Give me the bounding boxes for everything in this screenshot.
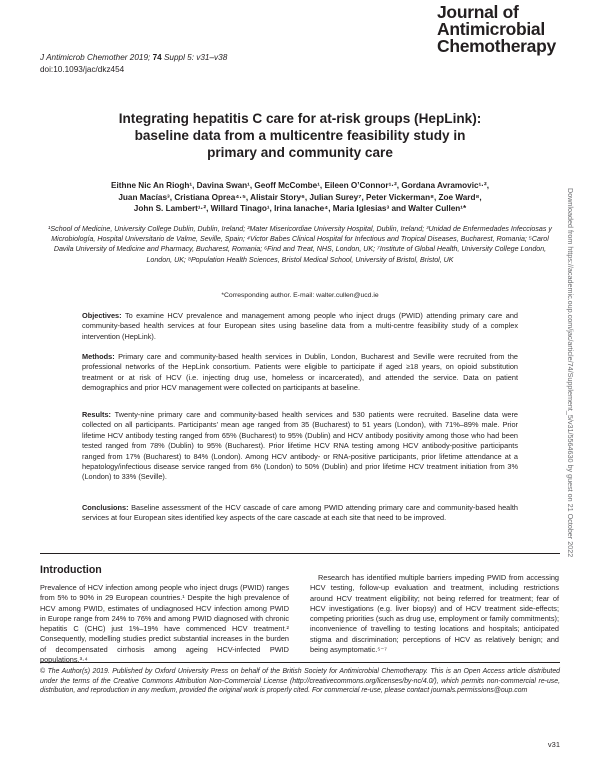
author-line: Juan Macías³, Cristiana Oprea⁴·⁵, Alistair Story⁶, Julian Surey⁷, Peter Vickerman⁸, Zoe Ward⁸,	[118, 192, 482, 202]
section-divider	[40, 553, 560, 554]
citation-pages: Suppl 5: v31–v38	[163, 53, 228, 62]
abstract-results	[82, 410, 518, 483]
affiliations: ¹School of Medicine, University College Dublin, Dublin, Ireland; ²Mater Misericordiae University Hospital, Dublin, Ireland; ³Unidad de Enfermedades Infecciosas y Microbiología, Hospital Universitario de Valme, Seville, Spain; ⁴Victor Babes Clinical Hospital for Infectious and Tropical Diseases, Bucharest, Romania; ⁵Carol Davila University of Medicine and Pharmacy, Bucharest, Romania; ⁶Find and Treat, NHS, London, UK; ⁷Institute of Global Health, University College London, London, UK; ⁸Population Health Sciences, Bristol Medical School, University of Bristol, Bristol, UK	[48, 225, 552, 264]
body-column-right: Research has identified multiple barriers impeding PWID from accessing HCV testing, follow-up evaluation and treatment, including restrictions around HCV treatment eligibility; not being referred for treatment; fear of HCV investigations (e.g. liver biopsy) and of HCV treatment side-effects; competing priorities (such as drug use, employment or family commitments); inconvenience of travelling to testing locations and hospitals; anticipated stigma and discrimination; perceptions of HCV as relatively benign; and being asymptomatic.⁵⁻⁷	[310, 573, 559, 655]
article-title	[60, 110, 540, 161]
copyright-notice: © The Author(s) 2019. Published by Oxford University Press on behalf of the British Society for Antimicrobial Chemotherapy. This is an Open Access article distributed under the terms of the Creative Commons Attribution Non-Commercial License (http://creativecommons.org/licenses/by-nc/4.0/), which permits non-commercial re-use, distribution, and reproduction in any medium, provided the original work is properly cited. For commercial re-use, please contact journals.permissions@oup.com	[40, 668, 560, 695]
section-text: Baseline assessment of the HCV cascade of care among PWID attending primary care and community-based health services at four European sites identified key aspects of the care cascade at each site that need to be improved.	[82, 503, 518, 523]
journal-name-line: Journal of	[437, 2, 519, 22]
corresponding-author: *Corresponding author. E-mail: walter.cullen@ucd.ie	[221, 292, 379, 299]
title-line: baseline data from a multicentre feasibility study in	[134, 128, 466, 143]
section-label: Results:	[82, 410, 111, 419]
title-line: primary and community care	[207, 145, 393, 160]
abstract-methods	[82, 352, 518, 394]
citation-journal: J Antimicrob Chemother	[40, 53, 128, 62]
citation-header	[40, 52, 227, 76]
citation-year: 2019;	[129, 53, 151, 62]
author-line: John S. Lambert¹·², Willard Tinago¹, Irina Ianache⁴, Maria Iglesias³ and Walter Cullen¹*	[133, 204, 467, 213]
citation-volume: 74	[152, 53, 162, 62]
abstract-objectives	[82, 311, 518, 342]
download-watermark: Downloaded from https://academic.oup.com/jac/article/74/Supplement_5/v31/5564630 by guest on 21 October 2022	[566, 188, 575, 558]
section-text: Twenty-nine primary care and community-based health services and 530 patients were recruited. Baseline data were collected on all participants. Participants’ mean age ranged from 35 (Bucharest) to 51 years (London), with 71%–89% male. Prior lifetime HCV antibody testing ranged from 65% (Bucharest) to 95% (Dublin) and HCV antibody positivity among those who had been tested ranged from 78% (Dublin) to 95% (Bucharest). Prior lifetime HCV RNA testing among HCV antibody-positive participants ranged from 17% (Bucharest) to 84% (London). Among HCV antibody- or RNA-positive participants, prior lifetime attendance at a hepatology/infectious disease service ranged from 6% (London) to 50% (Dublin) and prior lifetime HCV treatment initiation from 3% (London) to 33% (Seville).	[82, 410, 518, 482]
abstract-conclusions	[82, 503, 518, 524]
doi-link[interactable]: doi:10.1093/jac/dkz454	[40, 65, 125, 74]
title-line: Integrating hepatitis C care for at-risk groups (HepLink):	[118, 111, 482, 126]
section-label: Objectives:	[82, 311, 122, 320]
journal-name-line: Antimicrobial	[437, 19, 545, 39]
author-line: Eithne Nic An Riogh¹, Davina Swan¹, Geoff McCombe¹, Eileen O’Connor¹·², Gordana Avramovic¹·²,	[110, 181, 490, 190]
footer-divider	[40, 662, 560, 663]
introduction-heading: Introduction	[40, 564, 102, 576]
author-list	[58, 180, 542, 215]
section-text: To examine HCV prevalence and management among people who inject drugs (PWID) attending primary care and community-based health services at four European sites using baseline data from a multi-centre feasibility study of a complex intervention (HepLink).	[82, 311, 518, 341]
journal-name-line: Chemotherapy	[437, 36, 556, 56]
section-text: Primary care and community-based health services in Dublin, London, Bucharest and Seville were recruited from the professional networks of the HepLink consortium. Patients were eligible to participate if aged ≥18 years, on opioid substitution treatment or at risk of HCV (i.e. injecting drug use, homeless or incarcerated), and attended the service. Data on patient demographics and prior HCV management were collected on participants at baseline.	[82, 352, 518, 393]
journal-logo	[437, 4, 597, 55]
page-number: v31	[547, 740, 560, 749]
section-label: Conclusions:	[82, 503, 129, 512]
body-column-left: Prevalence of HCV infection among people who inject drugs (PWID) ranges from 5% to 90% in 29 European countries.¹ Despite the high prevalence of HCV among PWID, estimates of undiagnosed HCV infection among PWID in Europe range from 24% to 76% and among PWID diagnosed with chronic hepatitis C (CHC) just 1%–19% have commenced HCV treatment.² Consequently, modelling studies predict substantial increases in the burden of decompensated cirrhosis among ageing HCV-infected PWID populations.³·⁴	[40, 583, 289, 665]
section-label: Methods:	[82, 352, 115, 361]
